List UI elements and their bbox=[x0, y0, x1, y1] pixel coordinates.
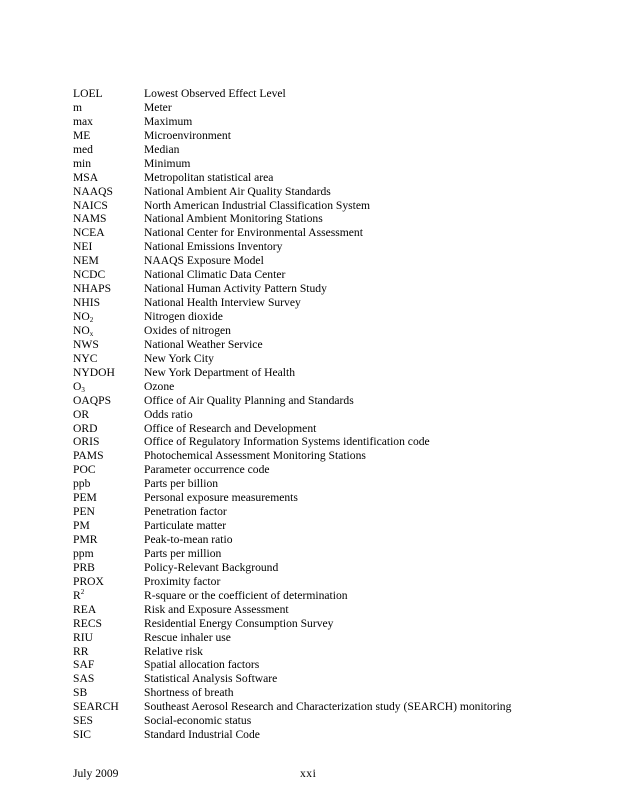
abbreviation-definition: Office of Research and Development bbox=[144, 421, 317, 435]
abbreviation-term-text: PROX bbox=[73, 574, 104, 588]
list-item bbox=[73, 240, 593, 254]
abbreviation-definition: Meter bbox=[144, 100, 172, 114]
abbreviation-definition: Shortness of breath bbox=[144, 686, 234, 700]
abbreviation-term bbox=[73, 143, 93, 157]
abbreviation-term bbox=[73, 394, 111, 408]
list-item bbox=[73, 533, 593, 547]
list-item bbox=[73, 157, 593, 171]
abbreviation-definition: Metropolitan statistical area bbox=[144, 170, 274, 184]
abbreviation-term bbox=[73, 491, 97, 505]
abbreviation-term bbox=[73, 561, 95, 575]
abbreviation-term-text: min bbox=[73, 156, 92, 170]
abbreviation-definition: Nitrogen dioxide bbox=[144, 310, 223, 323]
list-item bbox=[73, 589, 593, 603]
list-item bbox=[73, 338, 593, 352]
abbreviation-term-text: SIC bbox=[73, 728, 92, 742]
abbreviation-definition: Risk and Exposure Assessment bbox=[144, 602, 289, 616]
abbreviation-definition: Parameter occurrence code bbox=[144, 463, 270, 477]
list-item bbox=[73, 296, 593, 310]
list-item bbox=[73, 212, 593, 226]
list-item bbox=[73, 324, 593, 338]
abbreviation-definition: Ozone bbox=[144, 379, 175, 393]
abbreviation-term-text: PMR bbox=[73, 533, 98, 546]
abbreviation-term-text: SES bbox=[73, 714, 93, 728]
abbreviation-term-text: NO bbox=[73, 323, 90, 337]
abbreviation-term bbox=[73, 435, 99, 449]
list-item bbox=[73, 603, 593, 617]
abbreviation-term-text: PEM bbox=[73, 491, 97, 505]
list-item bbox=[73, 171, 593, 185]
list-item bbox=[73, 226, 593, 240]
list-item bbox=[73, 310, 593, 324]
list-item bbox=[73, 700, 593, 714]
abbreviation-definition: Spatial allocation factors bbox=[144, 658, 260, 672]
abbreviation-subscript: 2 bbox=[89, 316, 94, 324]
abbreviation-term-text: NCEA bbox=[73, 226, 105, 240]
list-item bbox=[73, 575, 593, 589]
abbreviation-definition: Oxides of nitrogen bbox=[144, 323, 231, 337]
abbreviation-term-text: PAMS bbox=[73, 449, 104, 463]
abbreviation-term bbox=[73, 700, 119, 714]
abbreviation-term bbox=[73, 449, 104, 463]
abbreviation-term bbox=[73, 254, 99, 268]
abbreviation-term bbox=[73, 101, 82, 115]
abbreviation-term-text: O bbox=[73, 379, 82, 393]
list-item bbox=[73, 282, 593, 296]
abbreviation-definition: National Human Activity Pattern Study bbox=[144, 282, 327, 296]
abbreviation-term-text: NAAQS bbox=[73, 184, 113, 198]
abbreviation-term bbox=[73, 380, 85, 394]
abbreviation-term-text: SEARCH bbox=[73, 700, 119, 714]
list-item bbox=[73, 129, 593, 143]
abbreviation-term bbox=[73, 533, 98, 547]
abbreviation-term-text: PM bbox=[73, 519, 90, 533]
abbreviation-term bbox=[73, 366, 115, 380]
list-item bbox=[73, 101, 593, 115]
abbreviation-definition: Particulate matter bbox=[144, 519, 227, 533]
abbreviation-term bbox=[73, 282, 111, 296]
footer-date: July 2009 bbox=[73, 767, 119, 780]
abbreviation-definition: National Ambient Monitoring Stations bbox=[144, 212, 323, 226]
abbreviation-term-text: NCDC bbox=[73, 268, 106, 282]
abbreviation-term bbox=[73, 199, 108, 213]
abbreviation-term-text: ppm bbox=[73, 546, 94, 560]
list-item bbox=[73, 561, 593, 575]
abbreviation-term-text: NEM bbox=[73, 254, 99, 268]
abbreviation-definition: Personal exposure measurements bbox=[144, 491, 298, 505]
abbreviation-definition: National Emissions Inventory bbox=[144, 240, 283, 254]
abbreviation-term-text: ppb bbox=[73, 477, 91, 491]
abbreviation-term-text: NYC bbox=[73, 351, 98, 365]
abbreviation-definition: Residential Energy Consumption Survey bbox=[144, 616, 334, 630]
abbreviation-term bbox=[73, 324, 93, 338]
abbreviation-term-text: SAS bbox=[73, 672, 95, 686]
abbreviation-definition: Standard Industrial Code bbox=[144, 728, 260, 742]
list-item bbox=[73, 631, 593, 645]
abbreviation-definition: New York Department of Health bbox=[144, 365, 296, 379]
abbreviation-term-text: ME bbox=[73, 128, 91, 142]
list-item bbox=[73, 714, 593, 728]
abbreviation-term-text: m bbox=[73, 100, 83, 114]
list-item bbox=[73, 394, 593, 408]
list-item bbox=[73, 87, 593, 101]
abbreviation-term-text: RECS bbox=[73, 616, 102, 630]
abbreviation-definition: R-square or the coefficient of determination bbox=[144, 588, 348, 602]
list-item bbox=[73, 352, 593, 366]
abbreviation-definition: Penetration factor bbox=[144, 505, 227, 519]
abbreviation-term-text: PRB bbox=[73, 560, 95, 574]
abbreviation-term bbox=[73, 296, 100, 310]
abbreviation-term bbox=[73, 631, 93, 645]
abbreviation-term-text: SB bbox=[73, 686, 88, 700]
abbreviation-term bbox=[73, 463, 96, 477]
abbreviation-definition: Parts per billion bbox=[144, 477, 219, 491]
abbreviation-term bbox=[73, 658, 94, 672]
abbreviation-term-text: NO bbox=[73, 310, 90, 323]
abbreviation-definition: Social-economic status bbox=[144, 714, 252, 728]
abbreviation-definition: Parts per million bbox=[144, 546, 222, 560]
list-item bbox=[73, 686, 593, 700]
abbreviation-term bbox=[73, 728, 91, 742]
list-item bbox=[73, 491, 593, 505]
abbreviation-term-text: SAF bbox=[73, 658, 95, 672]
abbreviation-term bbox=[73, 352, 97, 366]
abbreviation-term bbox=[73, 603, 96, 617]
abbreviation-term-text: ORD bbox=[73, 421, 98, 435]
abbreviation-definition: Lowest Observed Effect Level bbox=[144, 87, 286, 100]
abbreviation-term-text: RIU bbox=[73, 630, 93, 644]
abbreviation-definition: Median bbox=[144, 142, 180, 156]
abbreviation-term bbox=[73, 115, 93, 129]
abbreviation-definition: Statistical Analysis Software bbox=[144, 672, 278, 686]
abbreviation-definition: Southeast Aerosol Research and Characterization study (SEARCH) monitoring bbox=[144, 700, 512, 714]
list-item bbox=[73, 422, 593, 436]
abbreviation-term-text: MSA bbox=[73, 170, 99, 184]
list-item bbox=[73, 505, 593, 519]
abbreviation-definition: Photochemical Assessment Monitoring Stations bbox=[144, 449, 366, 463]
abbreviation-term bbox=[73, 617, 102, 631]
abbreviation-term-text: PEN bbox=[73, 505, 95, 519]
abbreviation-definition: Proximity factor bbox=[144, 574, 221, 588]
list-item bbox=[73, 645, 593, 659]
abbreviation-term bbox=[73, 575, 104, 589]
abbreviation-definition: National Ambient Air Quality Standards bbox=[144, 184, 331, 198]
abbreviation-term-text: NWS bbox=[73, 337, 99, 351]
list-item bbox=[73, 268, 593, 282]
abbreviation-term bbox=[73, 686, 87, 700]
abbreviation-term-text: R bbox=[73, 588, 81, 602]
abbreviation-definition: National Center for Environmental Assessment bbox=[144, 226, 363, 240]
list-item bbox=[73, 199, 593, 213]
abbreviation-term-text: max bbox=[73, 114, 93, 128]
abbreviation-term-text: LOEL bbox=[73, 87, 103, 100]
abbreviation-definition: Office of Air Quality Planning and Standards bbox=[144, 393, 354, 407]
abbreviation-definition: Maximum bbox=[144, 114, 193, 128]
list-item bbox=[73, 728, 593, 742]
abbreviation-term bbox=[73, 338, 99, 352]
abbreviation-definition: Peak-to-mean ratio bbox=[144, 533, 233, 546]
abbreviation-definition: National Climatic Data Center bbox=[144, 268, 286, 282]
list-item bbox=[73, 617, 593, 631]
abbreviation-term bbox=[73, 226, 105, 240]
abbreviation-term bbox=[73, 212, 107, 226]
footer-page-number: xxi bbox=[300, 767, 317, 780]
abbreviation-term-text: NHIS bbox=[73, 296, 101, 310]
abbreviation-term bbox=[73, 477, 90, 491]
list-item bbox=[73, 115, 593, 129]
abbreviation-term bbox=[73, 672, 94, 686]
abbreviation-list bbox=[73, 87, 593, 742]
abbreviation-term bbox=[73, 714, 93, 728]
abbreviation-term-text: OAQPS bbox=[73, 393, 112, 407]
abbreviation-term-text: NYDOH bbox=[73, 365, 115, 379]
abbreviation-subscript: 3 bbox=[81, 385, 85, 394]
abbreviation-term-text: NAICS bbox=[73, 198, 108, 212]
abbreviation-term bbox=[73, 268, 105, 282]
abbreviation-definition: Minimum bbox=[144, 156, 191, 170]
abbreviation-term bbox=[73, 519, 90, 533]
abbreviation-definition: Policy-Relevant Background bbox=[144, 560, 279, 574]
abbreviation-term bbox=[73, 171, 98, 185]
abbreviation-term-text: NAMS bbox=[73, 212, 107, 226]
list-item bbox=[73, 254, 593, 268]
abbreviation-term-text: NEI bbox=[73, 240, 93, 254]
list-item bbox=[73, 380, 593, 394]
abbreviation-definition: National Weather Service bbox=[144, 337, 263, 351]
list-item bbox=[73, 519, 593, 533]
list-item bbox=[73, 366, 593, 380]
abbreviation-term bbox=[73, 408, 89, 422]
list-item bbox=[73, 477, 593, 491]
abbreviation-term-text: POC bbox=[73, 463, 96, 477]
abbreviation-term bbox=[73, 185, 113, 199]
abbreviation-term-text: RR bbox=[73, 644, 89, 658]
abbreviation-superscript: 2 bbox=[80, 587, 85, 596]
abbreviation-subscript: x bbox=[89, 329, 94, 338]
abbreviation-term-text: REA bbox=[73, 602, 97, 616]
abbreviation-definition: NAAQS Exposure Model bbox=[144, 254, 264, 268]
list-item bbox=[73, 435, 593, 449]
list-item bbox=[73, 143, 593, 157]
abbreviation-definition: New York City bbox=[144, 351, 214, 365]
list-item bbox=[73, 463, 593, 477]
list-item bbox=[73, 449, 593, 463]
list-item bbox=[73, 658, 593, 672]
abbreviation-term bbox=[73, 505, 95, 519]
abbreviation-term bbox=[73, 87, 103, 101]
abbreviation-definition: Rescue inhaler use bbox=[144, 630, 231, 644]
abbreviation-term-text: med bbox=[73, 142, 93, 156]
list-item bbox=[73, 547, 593, 561]
abbreviation-term bbox=[73, 589, 84, 603]
abbreviation-term-text: OR bbox=[73, 407, 90, 421]
abbreviation-definition: Microenvironment bbox=[144, 128, 231, 142]
abbreviation-term-text: ORIS bbox=[73, 435, 100, 449]
abbreviation-definition: North American Industrial Classification System bbox=[144, 198, 371, 212]
list-item bbox=[73, 185, 593, 199]
abbreviation-term bbox=[73, 240, 92, 254]
abbreviation-term-text: NHAPS bbox=[73, 282, 112, 296]
abbreviation-term bbox=[73, 547, 94, 561]
list-item bbox=[73, 672, 593, 686]
abbreviation-term bbox=[73, 157, 91, 171]
abbreviation-definition: Relative risk bbox=[144, 644, 203, 658]
abbreviation-definition: National Health Interview Survey bbox=[144, 296, 301, 310]
list-item bbox=[73, 408, 593, 422]
abbreviation-term bbox=[73, 645, 88, 659]
abbreviation-term bbox=[73, 129, 90, 143]
abbreviation-definition: Odds ratio bbox=[144, 407, 193, 421]
abbreviation-definition: Office of Regulatory Information Systems identification code bbox=[144, 435, 430, 449]
abbreviation-term bbox=[73, 422, 97, 436]
abbreviation-term bbox=[73, 310, 93, 324]
